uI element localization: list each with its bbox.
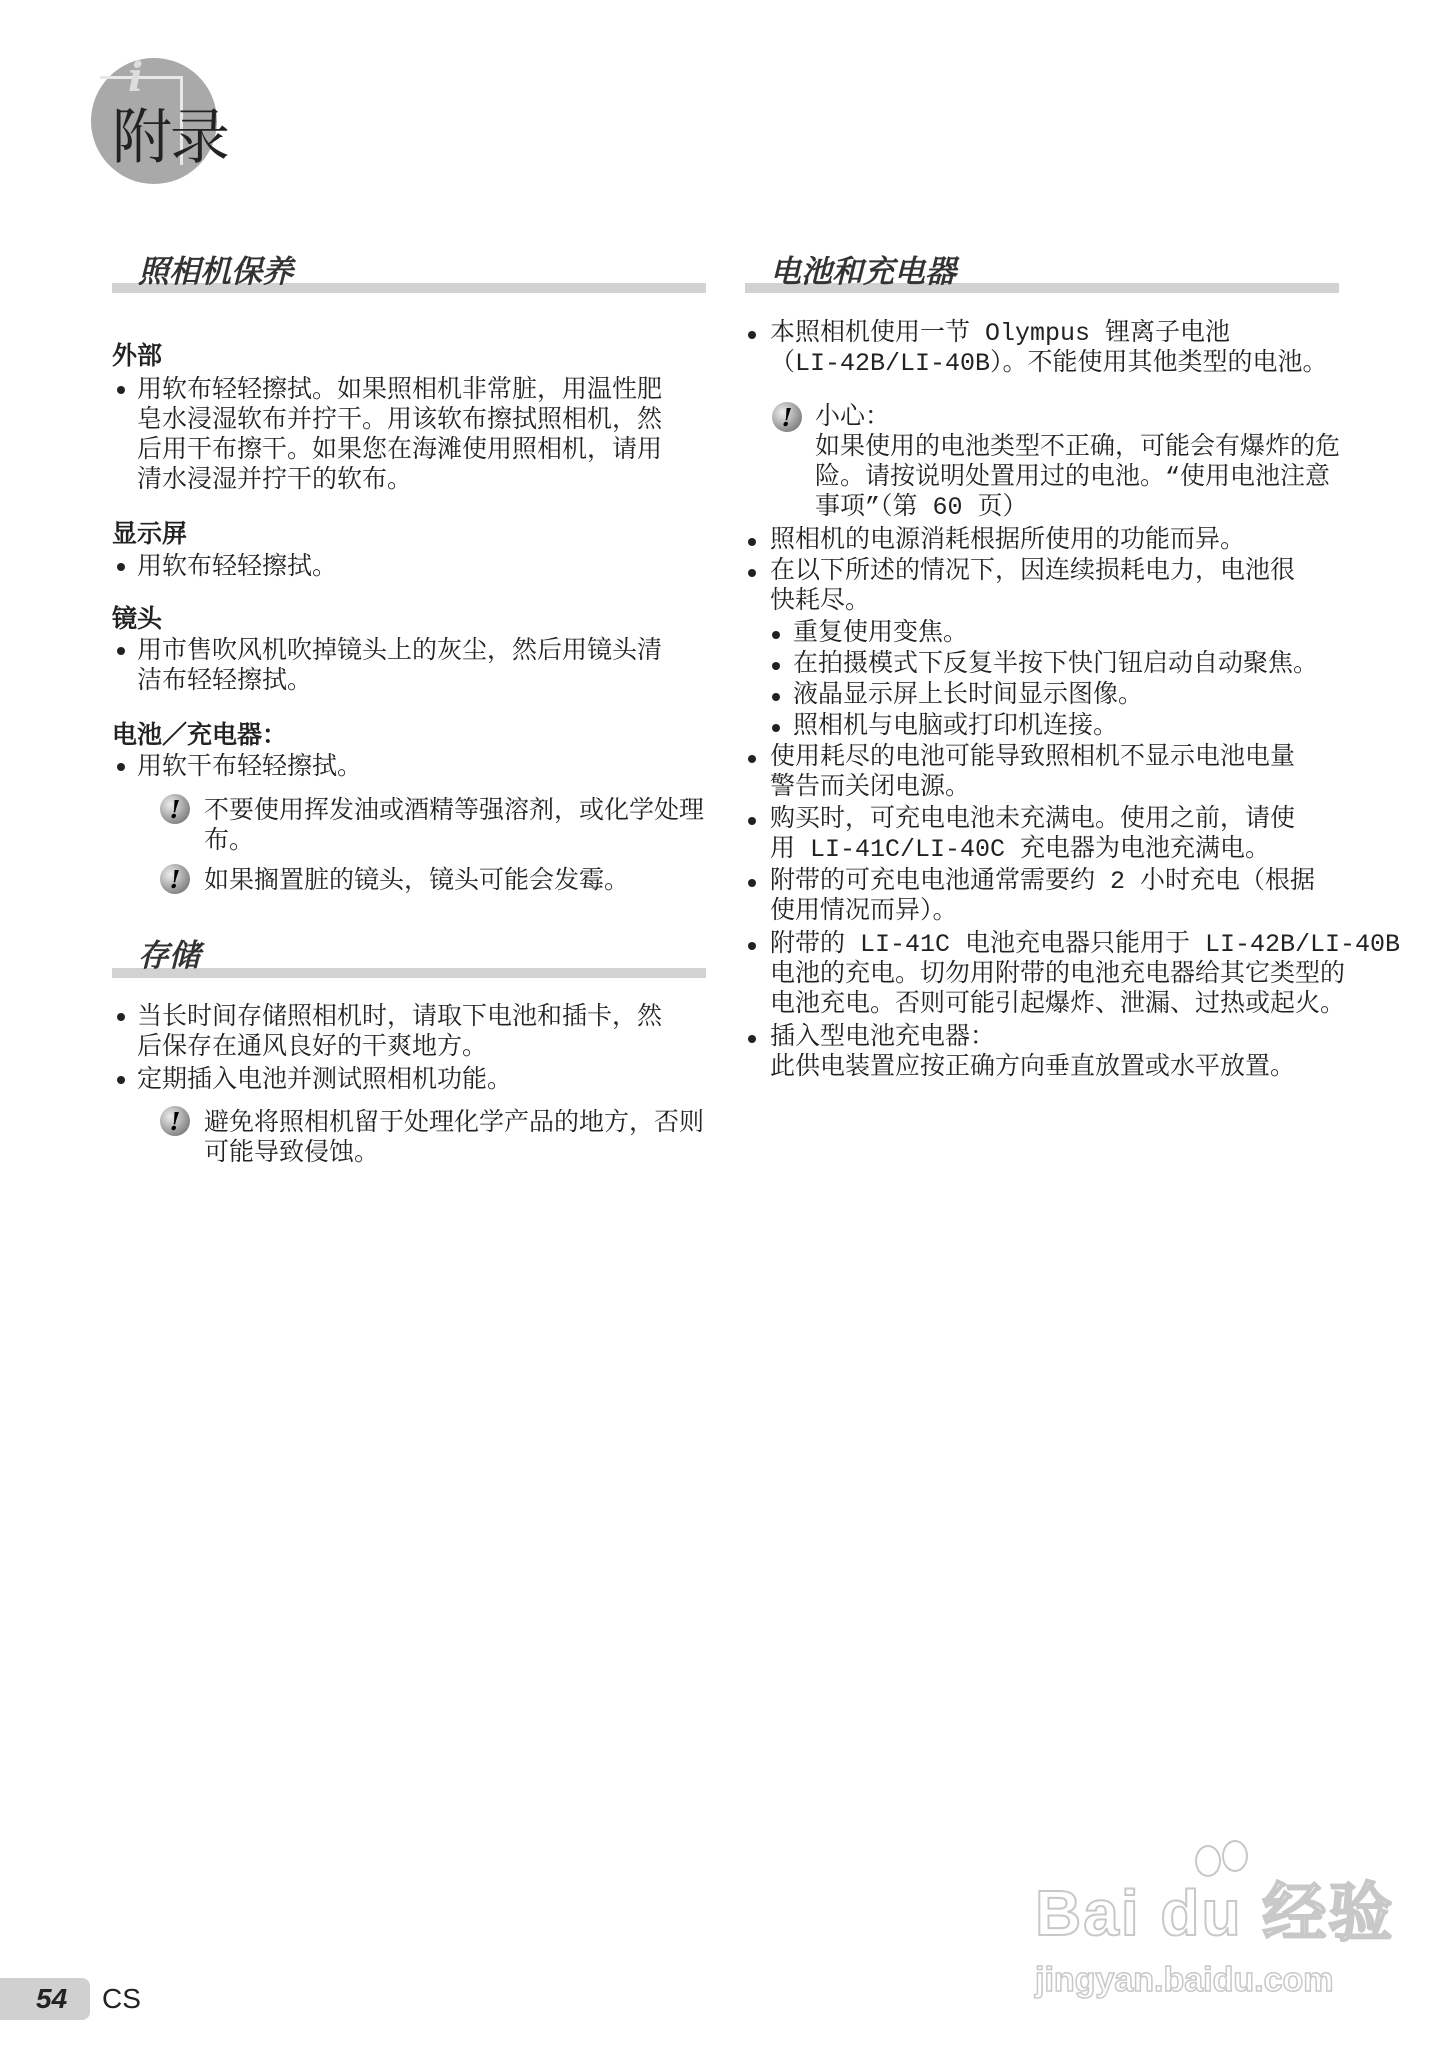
- text-line: 重复使用变焦。: [793, 619, 969, 648]
- bullet-icon: [772, 631, 780, 639]
- language-code: CS: [102, 1983, 141, 2014]
- text-line: 附带的 LI-41C 电池充电器只能用于 LI-42B/LI-40B: [770, 930, 1401, 959]
- text-line: 此供电装置应按正确方向垂直放置或水平放置。: [770, 1053, 1296, 1082]
- heading-camera-care: 照相机保养: [138, 254, 293, 289]
- bullet-icon: [748, 942, 756, 950]
- subheading: [112, 604, 162, 634]
- list-item: [137, 635, 662, 695]
- text-line: 照相机与电脑或打印机连接。: [793, 712, 1119, 741]
- caution-note: [815, 403, 1340, 523]
- list-item: [770, 867, 1315, 927]
- watermark-url: jingyan.baidu.com: [1035, 1961, 1334, 1999]
- caution-icon: !: [160, 864, 190, 894]
- bullet-icon: [117, 1076, 125, 1084]
- list-item: [770, 930, 1400, 1020]
- text-line: 照相机的电源消耗根据所使用的功能而异。: [770, 526, 1246, 555]
- text-line: （LI-42B/LI-40B）。不能使用其他类型的电池。: [770, 349, 1328, 378]
- list-item: [137, 374, 662, 494]
- bullet-icon: [748, 569, 756, 577]
- subheading: [112, 720, 287, 750]
- caution-note: [204, 865, 629, 895]
- subheading: [112, 341, 162, 371]
- text-line: 用市售吹风机吹掉镜头上的灰尘，然后用镜头清: [137, 635, 663, 664]
- text-line: 后保存在通风良好的干爽地方。: [137, 1031, 488, 1060]
- bullet-icon: [748, 755, 756, 763]
- caution-icon: !: [772, 402, 802, 432]
- text-line: 本照相机使用一节 Olympus 锂离子电池: [770, 319, 1231, 348]
- text-line: 不要使用挥发油或酒精等强溶剂，或化学处理: [204, 795, 705, 824]
- bullet-icon: [772, 662, 780, 670]
- text-line: 警告而关闭电源。: [770, 773, 971, 802]
- text-line: 外部: [112, 341, 163, 370]
- page-number: 54: [36, 1983, 68, 2014]
- paw-icon: [1222, 1840, 1248, 1872]
- bullet-icon: [117, 563, 125, 571]
- text-line: 如果使用的电池类型不正确，可能会有爆炸的危: [815, 433, 1341, 462]
- text-line: 购买时，可充电电池未充满电。使用之前，请使: [770, 805, 1296, 834]
- caution-note: [204, 795, 704, 855]
- text-line: 在拍摄模式下反复半按下快门钮启动自动聚焦。: [793, 650, 1319, 679]
- text-line: 定期插入电池并测试照相机功能。: [137, 1064, 513, 1093]
- text-line: 使用情况而异）。: [770, 897, 958, 926]
- text-line: 在以下所述的情况下，因连续损耗电力，电池很: [770, 557, 1296, 586]
- list-item: [137, 1001, 662, 1061]
- text-line: 电池的充电。切勿用附带的电池充电器给其它类型的: [770, 960, 1346, 989]
- text-line: 用 LI-41C/LI-40C 充电器为电池充满电。: [770, 835, 1271, 864]
- text-line: 后用干布擦干。如果您在海滩使用照相机，请用: [137, 434, 663, 463]
- sub-list-item: [793, 712, 1118, 742]
- bullet-icon: [117, 386, 125, 394]
- text-line: 险。请按说明处置用过的电池。“使用电池注意: [815, 463, 1331, 492]
- section-bar-storage: [112, 968, 706, 978]
- text-line: 快耗尽。: [770, 587, 871, 616]
- list-item: [770, 805, 1295, 865]
- text-line: 附带的可充电电池通常需要约 2 小时充电（根据: [770, 867, 1316, 896]
- bullet-icon: [748, 817, 756, 825]
- info-icon: i: [128, 54, 144, 101]
- bullet-icon: [117, 763, 125, 771]
- list-item: [770, 557, 1295, 617]
- bullet-icon: [748, 1035, 756, 1043]
- text-line: 用软干布轻轻擦拭。: [137, 751, 363, 780]
- text-line: 插入型电池充电器：: [770, 1023, 996, 1052]
- bullet-icon: [748, 538, 756, 546]
- bullet-icon: [748, 879, 756, 887]
- text-line: 显示屏: [112, 519, 188, 548]
- heading-battery-charger: 电池和充电器: [770, 254, 956, 289]
- sub-list-item: [793, 619, 968, 649]
- bullet-icon: [117, 647, 125, 655]
- text-line: 避免将照相机留于处理化学产品的地方，否则: [204, 1107, 705, 1136]
- text-line: 洁布轻轻擦拭。: [137, 665, 313, 694]
- watermark-brand: Bai du 经验: [1035, 1877, 1395, 1949]
- list-item: [137, 751, 362, 781]
- list-item: [770, 743, 1295, 803]
- text-line: 使用耗尽的电池可能导致照相机不显示电池电量: [770, 743, 1296, 772]
- text-line: 小心：: [815, 403, 891, 432]
- bullet-icon: [117, 1013, 125, 1021]
- sub-list-item: [793, 650, 1318, 680]
- text-line: 用软布轻轻擦拭。如果照相机非常脏，用温性肥: [137, 374, 663, 403]
- text-line: 当长时间存储照相机时，请取下电池和插卡，然: [137, 1001, 663, 1030]
- text-line: 清水浸湿并拧干的软布。: [137, 464, 413, 493]
- text-line: 皂水浸湿软布并拧干。用该软布擦拭照相机，然: [137, 404, 663, 433]
- text-line: 电池／充电器：: [112, 720, 288, 749]
- list-item: [137, 551, 337, 581]
- text-line: 布。: [204, 825, 255, 854]
- bullet-icon: [772, 724, 780, 732]
- text-line: 用软布轻轻擦拭。: [137, 551, 338, 580]
- text-line: 事项”（第 60 页）: [815, 493, 1028, 522]
- subheading: [112, 519, 187, 549]
- text-line: 可能导致侵蚀。: [204, 1137, 380, 1166]
- heading-storage: 存储: [138, 938, 200, 973]
- bullet-icon: [772, 693, 780, 701]
- list-item: [770, 319, 1328, 379]
- bullet-icon: [748, 331, 756, 339]
- sub-list-item: [793, 681, 1143, 711]
- list-item: [770, 1023, 1295, 1083]
- list-item: [137, 1064, 512, 1094]
- list-item: [770, 526, 1245, 556]
- paw-icon: [1195, 1845, 1221, 1877]
- page-title: 附录: [112, 104, 228, 171]
- text-line: 如果搁置脏的镜头，镜头可能会发霉。: [204, 865, 630, 894]
- caution-icon: !: [160, 1106, 190, 1136]
- text-line: 镜头: [112, 604, 163, 633]
- caution-icon: !: [160, 794, 190, 824]
- text-line: 液晶显示屏上长时间显示图像。: [793, 681, 1144, 710]
- caution-note: [204, 1107, 704, 1167]
- text-line: 电池充电。否则可能引起爆炸、泄漏、过热或起火。: [770, 990, 1346, 1019]
